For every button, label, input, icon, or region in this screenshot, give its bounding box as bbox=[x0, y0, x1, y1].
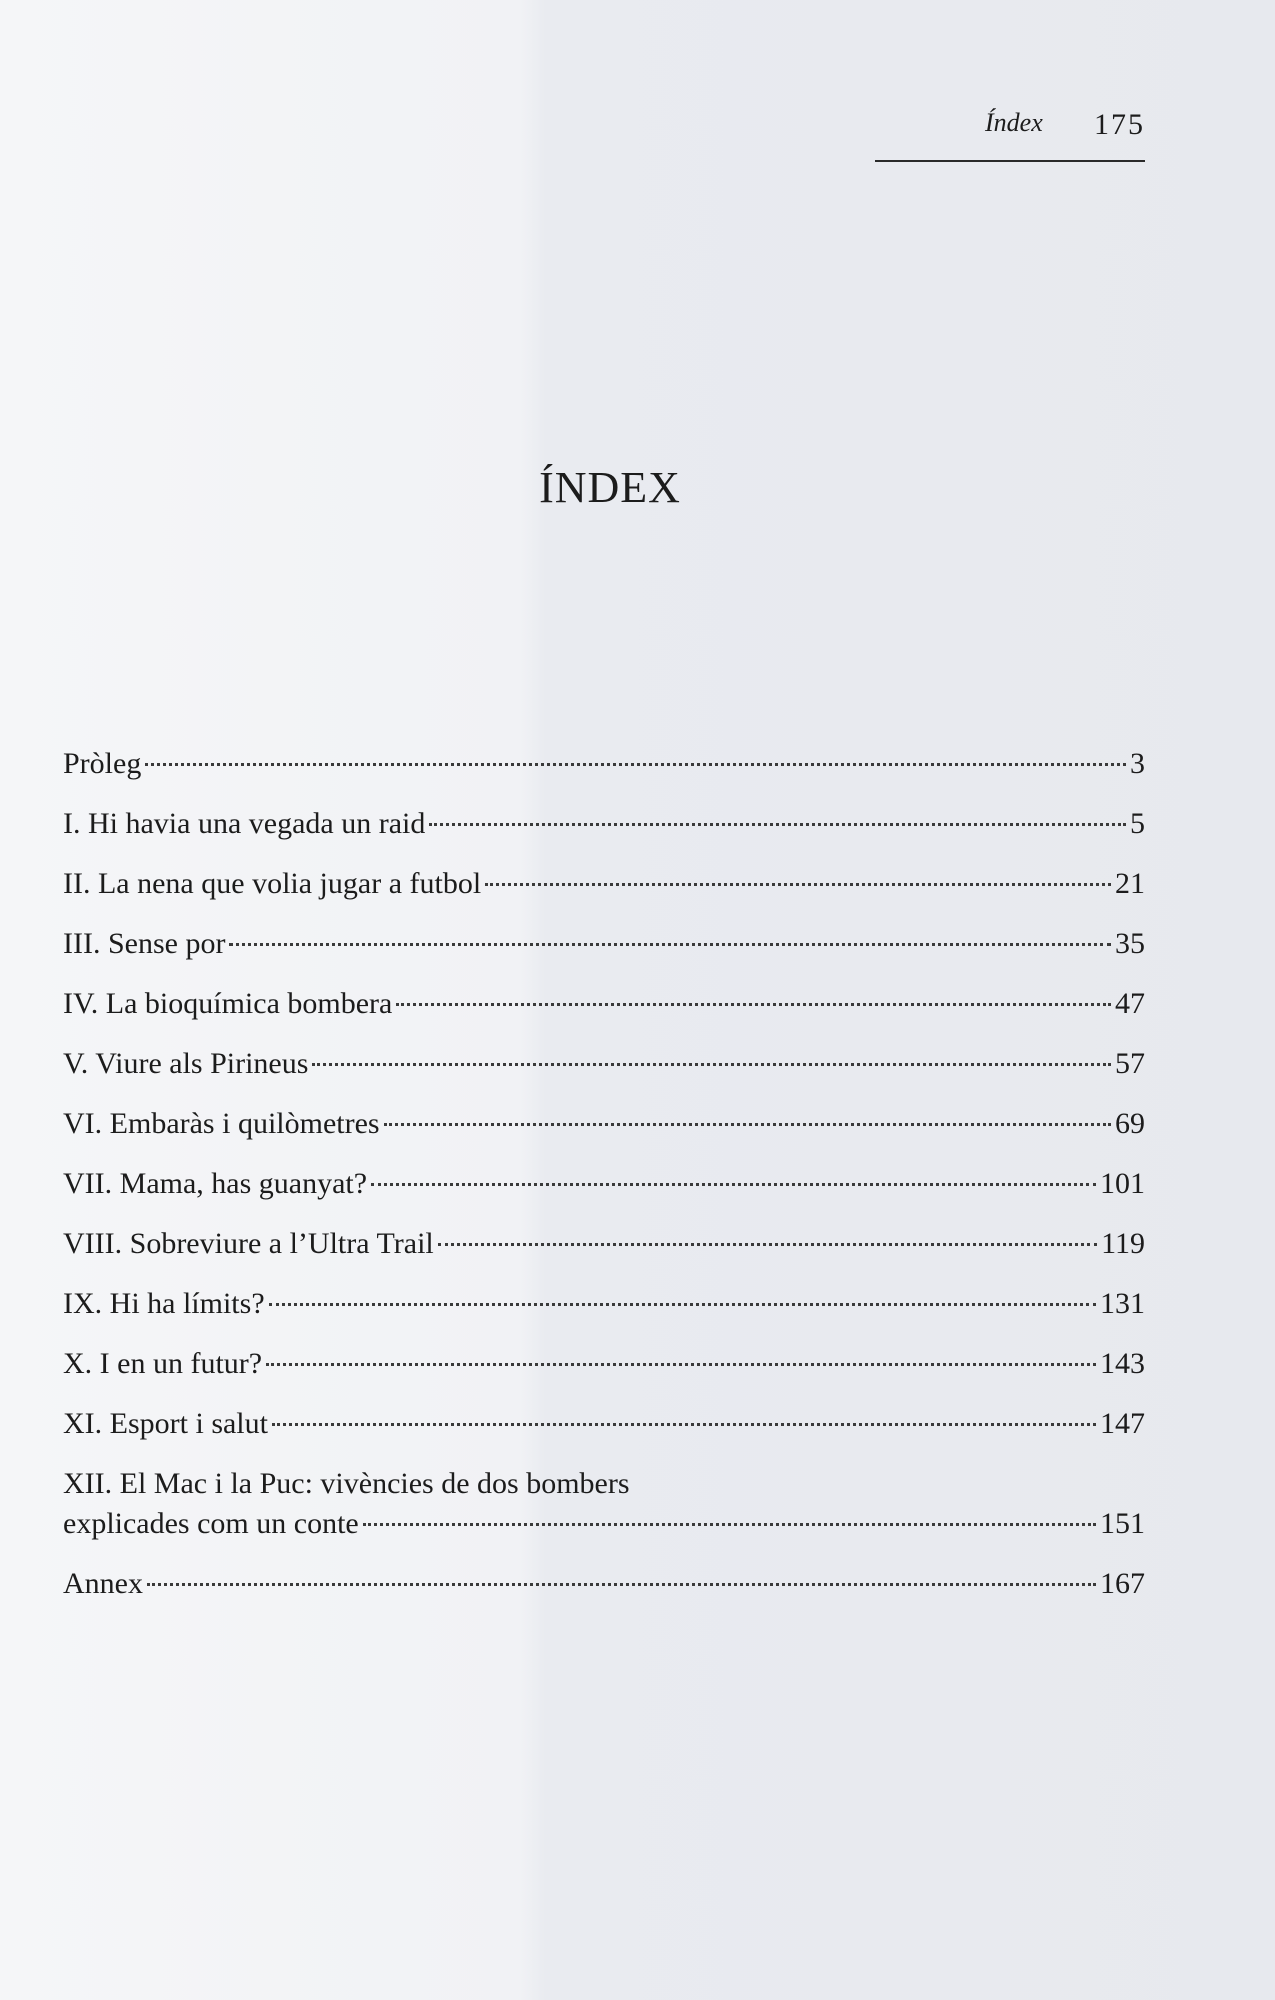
dot-leader bbox=[438, 1243, 1097, 1246]
running-head-page-number: 175 bbox=[1094, 108, 1145, 141]
toc-entry-chapter-3[interactable] bbox=[63, 924, 1145, 964]
toc-entry-chapter-7[interactable] bbox=[63, 1164, 1145, 1204]
dot-leader bbox=[272, 1423, 1096, 1426]
toc-entry-chapter-11[interactable] bbox=[63, 1404, 1145, 1444]
toc-entry-title: III. Sense por bbox=[63, 927, 226, 960]
toc-entry-page: 57 bbox=[1115, 1047, 1145, 1080]
toc-entry-annex[interactable] bbox=[63, 1564, 1145, 1604]
dot-leader bbox=[384, 1123, 1111, 1126]
toc-entry-chapter-2[interactable] bbox=[63, 864, 1145, 904]
toc-entry-page: 47 bbox=[1115, 987, 1145, 1020]
dot-leader bbox=[371, 1183, 1096, 1186]
toc-entry-title: VIII. Sobreviure a l’Ultra Trail bbox=[63, 1227, 434, 1260]
toc-entry-chapter-12[interactable] bbox=[63, 1464, 1145, 1544]
dot-leader bbox=[312, 1063, 1111, 1066]
running-head-title: Índex bbox=[985, 108, 1043, 137]
toc-entry-page: 131 bbox=[1100, 1287, 1145, 1320]
toc-entry-title: Annex bbox=[63, 1567, 143, 1600]
toc-entry-chapter-9[interactable] bbox=[63, 1284, 1145, 1324]
table-of-contents bbox=[63, 744, 1145, 1624]
dot-leader bbox=[147, 1583, 1096, 1586]
toc-entry-proleg[interactable] bbox=[63, 744, 1145, 784]
toc-entry-page: 101 bbox=[1100, 1167, 1145, 1200]
running-head bbox=[875, 108, 1145, 162]
dot-leader bbox=[229, 943, 1111, 946]
toc-entry-page: 151 bbox=[1100, 1507, 1145, 1540]
dot-leader bbox=[363, 1523, 1096, 1526]
toc-entry-title: IV. La bioquímica bombera bbox=[63, 987, 393, 1020]
dot-leader bbox=[429, 823, 1126, 826]
toc-entry-title: VII. Mama, has guanyat? bbox=[63, 1167, 368, 1200]
toc-entry-page: 143 bbox=[1100, 1347, 1145, 1380]
toc-entry-title: XI. Esport i salut bbox=[63, 1407, 268, 1440]
toc-entry-page: 5 bbox=[1130, 807, 1145, 840]
toc-entry-chapter-8[interactable] bbox=[63, 1224, 1145, 1264]
toc-entry-chapter-10[interactable] bbox=[63, 1344, 1145, 1384]
dot-leader bbox=[145, 763, 1126, 766]
toc-entry-page: 119 bbox=[1101, 1227, 1145, 1260]
toc-entry-page: 147 bbox=[1100, 1407, 1145, 1440]
toc-entry-title-line1: XII. El Mac i la Puc: vivències de dos bombers bbox=[63, 1467, 630, 1500]
dot-leader bbox=[269, 1303, 1096, 1306]
toc-entry-title: I. Hi havia una vegada un raid bbox=[63, 807, 426, 840]
toc-entry-chapter-5[interactable] bbox=[63, 1044, 1145, 1084]
toc-entry-page: 69 bbox=[1115, 1107, 1145, 1140]
toc-entry-page: 3 bbox=[1130, 747, 1145, 780]
toc-entry-title: II. La nena que volia jugar a futbol bbox=[63, 867, 482, 900]
toc-entry-title: V. Viure als Pirineus bbox=[63, 1047, 309, 1080]
toc-entry-chapter-4[interactable] bbox=[63, 984, 1145, 1024]
page-title: ÍNDEX bbox=[539, 463, 681, 512]
toc-entry-chapter-1[interactable] bbox=[63, 804, 1145, 844]
toc-entry-title: Pròleg bbox=[63, 747, 142, 780]
toc-entry-page: 35 bbox=[1115, 927, 1145, 960]
toc-entry-title: X. I en un futur? bbox=[63, 1347, 263, 1380]
toc-entry-page: 21 bbox=[1115, 867, 1145, 900]
toc-entry-title: explicades com un conte bbox=[63, 1507, 359, 1540]
dot-leader bbox=[396, 1003, 1111, 1006]
dot-leader bbox=[266, 1363, 1096, 1366]
dot-leader bbox=[485, 883, 1111, 886]
toc-entry-chapter-6[interactable] bbox=[63, 1104, 1145, 1144]
toc-entry-page: 167 bbox=[1100, 1567, 1145, 1600]
toc-entry-title: VI. Embaràs i quilòmetres bbox=[63, 1107, 380, 1140]
toc-entry-title: IX. Hi ha límits? bbox=[63, 1287, 265, 1320]
